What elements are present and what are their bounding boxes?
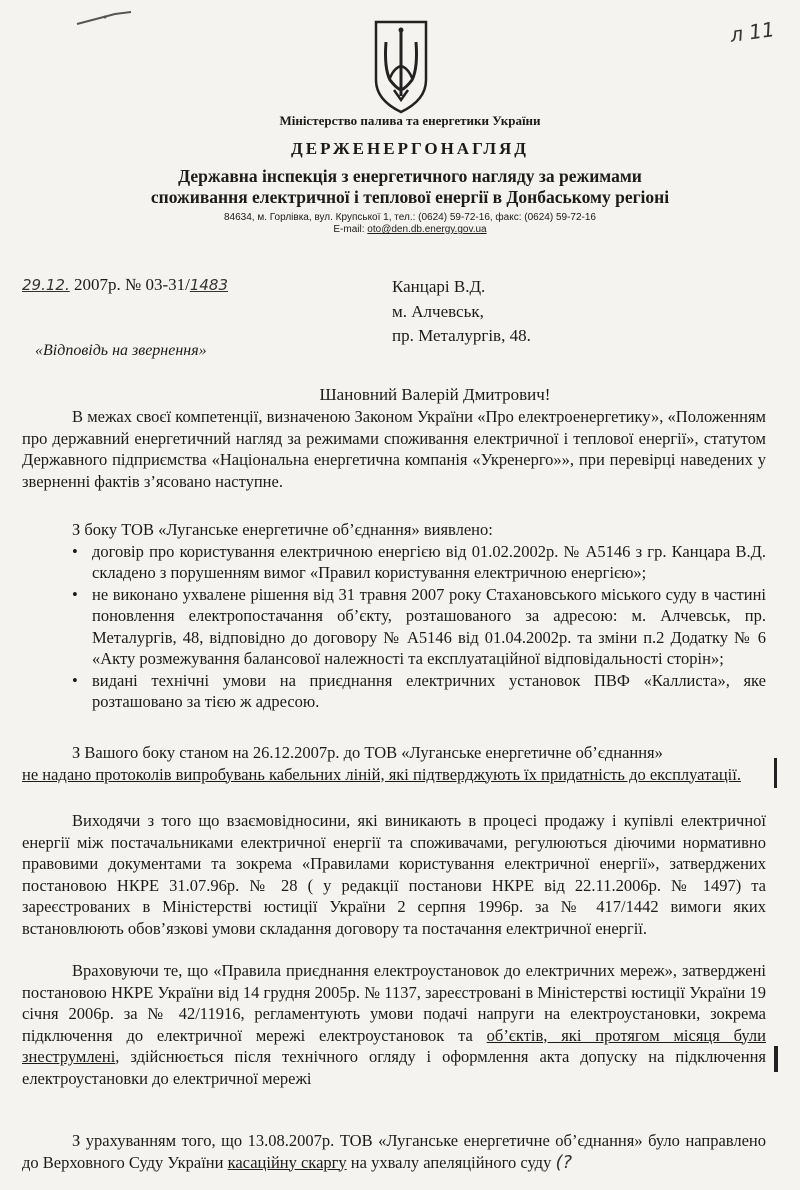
- findings-intro: З боку ТОВ «Луганське енергетичне об’єднання» виявлено:: [72, 520, 493, 539]
- paragraph-5-underlined: об’єктів, які протягом місяця були знеструмлені: [22, 1025, 766, 1066]
- list-item: • не виконано ухвалене рішення від 31 травня 2007 року Стахановського міського суду в частині поновлення електропостачання об’єкту, розташованого за адресою: м. Алчевськ, пр. Металургів, 48, відповідно до договору № А5146 від 01.04.2002р. та зміни п.2 Додатку № 6 «Акту розмежування балансової належності та експлуатаційної відповідальності сторін»;: [72, 584, 766, 668]
- list-item: • договір про користування електричною енергією від 01.02.2002р. № А5146 з гр. Канцара В.Д. складено з порушенням вимог «Правил користування електричною енергією»;: [72, 541, 766, 582]
- addressee-name: Канцарі В.Д.: [392, 277, 486, 296]
- inspection-line-2: споживання електричної і теплової енергії в Донбаському регіоні: [150, 187, 670, 207]
- paragraph-6: [22, 1130, 766, 1173]
- addressee-city: м. Алчевськ,: [392, 301, 484, 321]
- paragraph-6-underlined: касаційну скаргу: [227, 1152, 347, 1172]
- email-line: [60, 224, 760, 236]
- paragraph-1-text: В межах своєї компетенції, визначеною Законом України «Про електроенергетику», «Положенням про державний енергетичний нагляд за режимами споживання електричної і теплової енергії», статутом Державного підприємства «Національна енергетична компанія «Укренерго»», при перевірці наведених у зверненні фактів з’ясовано наступне.: [22, 407, 766, 491]
- outgoing-number: 2007р. № 03-31/: [73, 275, 190, 294]
- paragraph-3: [22, 742, 766, 785]
- paragraph-4: [22, 810, 766, 939]
- paragraph-5-text: Враховуючи те, що «Правила приєднання електроустановок до електричних мереж», затверджені постановою НКРЕ України від 14 грудня 2005р. № 1137, зареєстровані в Міністерстві юстиції України 19 січня 2006р. за № 42/11916, регламентують умови подачі напруги на електроустановки, зокрема підключення до електричної мережі електроустановок та: [22, 961, 766, 1045]
- ministry-name: Міністерство палива та енергетики України: [279, 113, 541, 128]
- paragraph-3-underlined: не надано протоколів випробувань кабельних ліній, які підтверджують їх придатність до експлуатації.: [22, 764, 741, 784]
- paragraph-6-text-end: на ухвалу апеляційного суду: [346, 1152, 556, 1172]
- bullet-icon: •: [72, 584, 78, 604]
- salutation: Шановний Валерій Дмитрович!: [319, 385, 551, 404]
- margin-mark: [774, 758, 777, 788]
- findings-items: [22, 541, 766, 713]
- inspection-name: [50, 166, 770, 208]
- email-label: E-mail:: [333, 224, 365, 235]
- handwritten-date: 29.12.: [22, 276, 70, 294]
- handwritten-page-number: л 11: [728, 17, 777, 47]
- list-item: • видані технічні умови на приєднання електричних установок ПВФ «Каллиста», яке розташовано за тією ж адресою.: [72, 670, 766, 711]
- letter-subject: «Відповідь на звернення»: [35, 342, 207, 359]
- findings-list: [22, 519, 766, 713]
- handwritten-bracket: (?: [555, 1151, 573, 1173]
- trident-emblem-icon: [368, 18, 434, 116]
- pencil-mark-icon: [75, 8, 135, 28]
- addressee-street: пр. Металургів, 48.: [392, 326, 531, 345]
- paragraph-5: [22, 960, 766, 1089]
- paragraph-5-text-end: , здійснюється після технічного огляду і оформлення акта допуску на підключення електроустановки до електричної мережі: [22, 1047, 766, 1088]
- paragraph-6-text: З урахуванням того, що 13.08.2007р. ТОВ «Луганське енергетичне об’єднання» було направлено до Верховного Суду України: [22, 1131, 766, 1172]
- outgoing-reference: [22, 275, 228, 295]
- addressee-block: [392, 275, 531, 349]
- paragraph-1: [22, 406, 766, 492]
- agency-name: ДЕРЖЕНЕРГОНАГЛЯД: [291, 139, 529, 158]
- email-link[interactable]: oto@den.db.energy.gov.ua: [367, 224, 487, 235]
- contact-block: [60, 212, 760, 236]
- handwritten-outgoing-suffix: 1483: [189, 276, 229, 294]
- bullet-icon: •: [72, 541, 78, 561]
- bullet-icon: •: [72, 670, 78, 690]
- margin-mark: [774, 1046, 778, 1072]
- paragraph-4-text: Виходячи з того що взаємовідносини, які виникають в процесі продажу і купівлі електричної енергії між постачальниками електричної енергії та споживачами, регулюються діючими нормативно правовими документами та зокрема «Правилами користування електричної енергії», затверджених постановою НКРЕ 31.07.96р. № 28 ( у редакції постанови НКРЕ від 22.11.2006р. № 1497) та зареєстрованих в Міністерстві юстиції України 2 серпня 1996р. за № 417/1442 вимоги яких встановлюють обов’язкові умови складання договору та постачання електричної енергії.: [22, 811, 766, 938]
- inspection-line-1: Державна інспекція з енергетичного нагляду за режимами: [178, 166, 642, 186]
- paragraph-3-text: З Вашого боку станом на 26.12.2007р. до ТОВ «Луганське енергетичне об’єднання»: [72, 743, 663, 762]
- postal-address: 84634, м. Горлівка, вул. Крупської 1, тел.: (0624) 59-72-16, факс: (0624) 59-72-16: [224, 212, 596, 223]
